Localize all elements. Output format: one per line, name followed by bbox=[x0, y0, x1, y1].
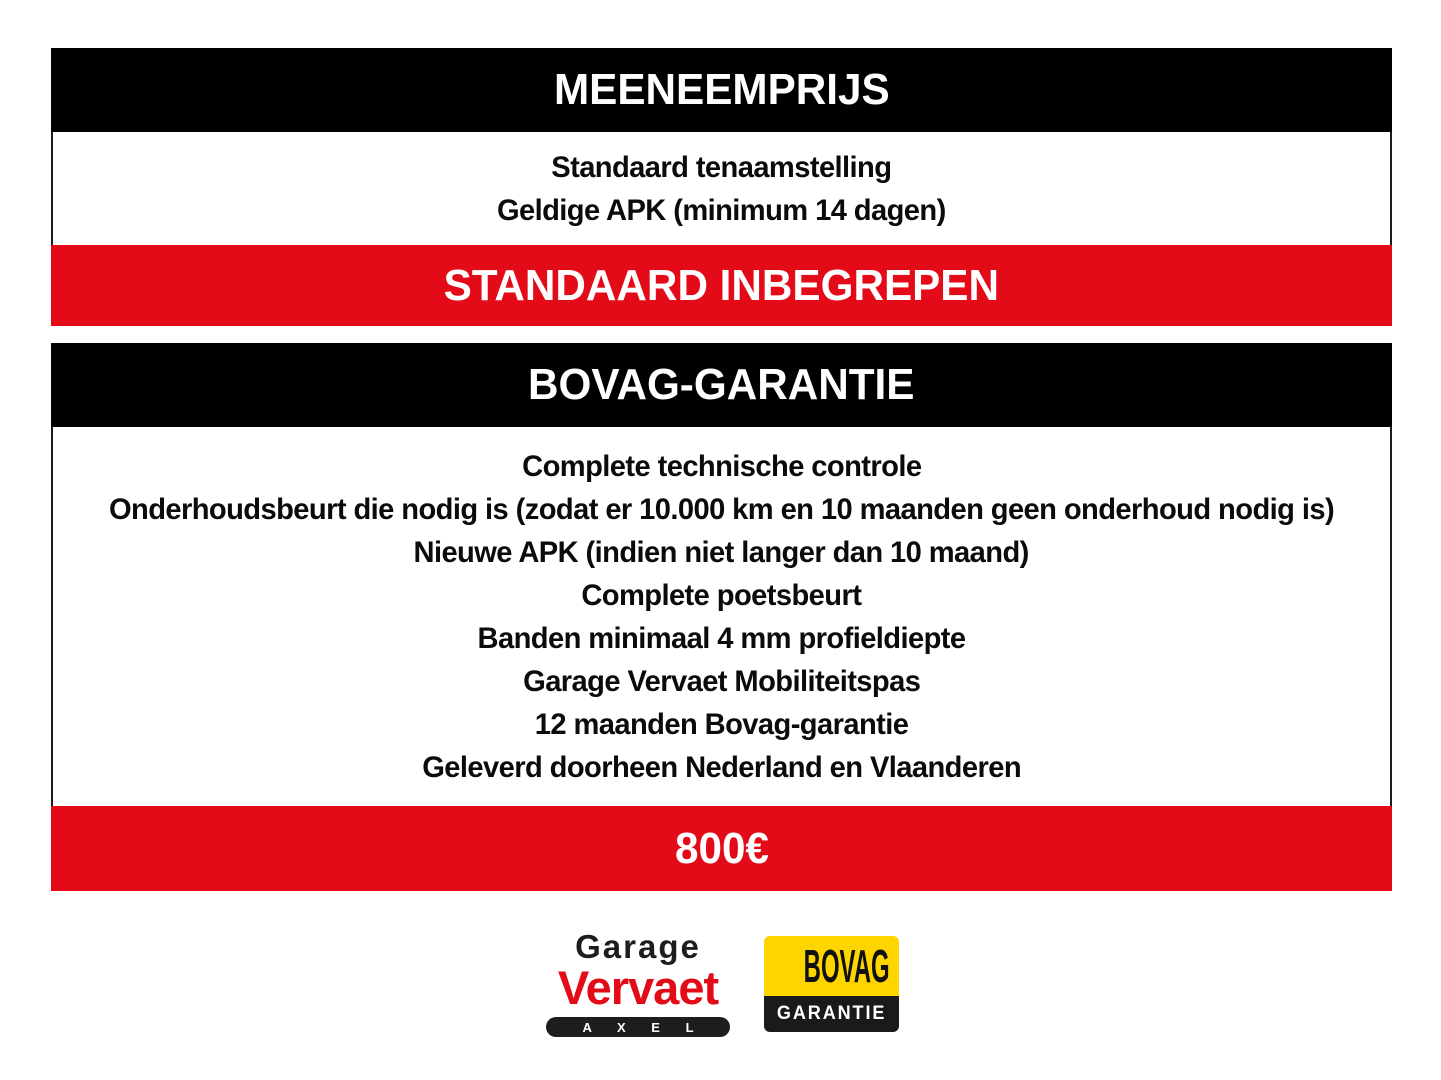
bovag-line: Banden minimaal 4 mm profieldiepte bbox=[477, 621, 966, 655]
garage-vervaet-logo-vervaet-text: Vervaet bbox=[557, 961, 719, 1014]
bovag-line: Garage Vervaet Mobiliteitspas bbox=[522, 664, 921, 698]
price-value: 800€ bbox=[674, 823, 769, 873]
meeneemprijs-line: Geldige APK (minimum 14 dagen) bbox=[497, 193, 946, 227]
bovag-logo-yellow-panel bbox=[764, 936, 899, 996]
garage-vervaet-logo-axel-text: A X E L bbox=[582, 1019, 705, 1035]
bovag-line: Complete poetsbeurt bbox=[581, 578, 862, 612]
garage-vervaet-logo bbox=[542, 930, 734, 1037]
footer-logos bbox=[0, 930, 1441, 1037]
meeneemprijs-body bbox=[51, 132, 1392, 245]
bovag-garantie-logo bbox=[764, 936, 899, 1032]
bovag-line: 12 maanden Bovag-garantie bbox=[534, 707, 909, 741]
meeneemprijs-line: Standaard tenaamstelling bbox=[551, 150, 892, 184]
bovag-garantie-body bbox=[51, 427, 1392, 806]
bovag-garantie-header-band bbox=[51, 343, 1392, 427]
price-band bbox=[51, 806, 1392, 891]
garage-vervaet-logo-axel-badge bbox=[546, 1017, 730, 1037]
bovag-garantie-title: BOVAG-GARANTIE bbox=[528, 360, 915, 409]
standaard-inbegrepen-band bbox=[51, 245, 1392, 326]
section-gap bbox=[51, 326, 1392, 343]
flyer-sheet bbox=[51, 48, 1392, 891]
bovag-line: Onderhoudsbeurt die nodig is (zodat er 10.000 km en 10 maanden geen onderhoud nodig is) bbox=[108, 492, 1335, 526]
standaard-inbegrepen-title: STANDAARD INBEGREPEN bbox=[443, 260, 1000, 310]
bovag-line: Nieuwe APK (indien niet langer dan 10 maand) bbox=[413, 535, 1030, 569]
meeneemprijs-header-band bbox=[51, 48, 1392, 132]
bovag-logo-garantie-text: GARANTIE bbox=[776, 1003, 887, 1024]
bovag-line: Complete technische controle bbox=[521, 449, 922, 483]
bovag-line: Geleverd doorheen Nederland en Vlaanderen bbox=[422, 750, 1021, 784]
meeneemprijs-title: MEENEEMPRIJS bbox=[553, 65, 890, 114]
bovag-logo-bovag-text: BOVAG bbox=[803, 939, 890, 992]
bovag-logo-black-bar bbox=[764, 996, 899, 1032]
garage-vervaet-logo-garage-text: Garage bbox=[575, 928, 701, 965]
bovag-logo-top-row bbox=[764, 936, 899, 996]
